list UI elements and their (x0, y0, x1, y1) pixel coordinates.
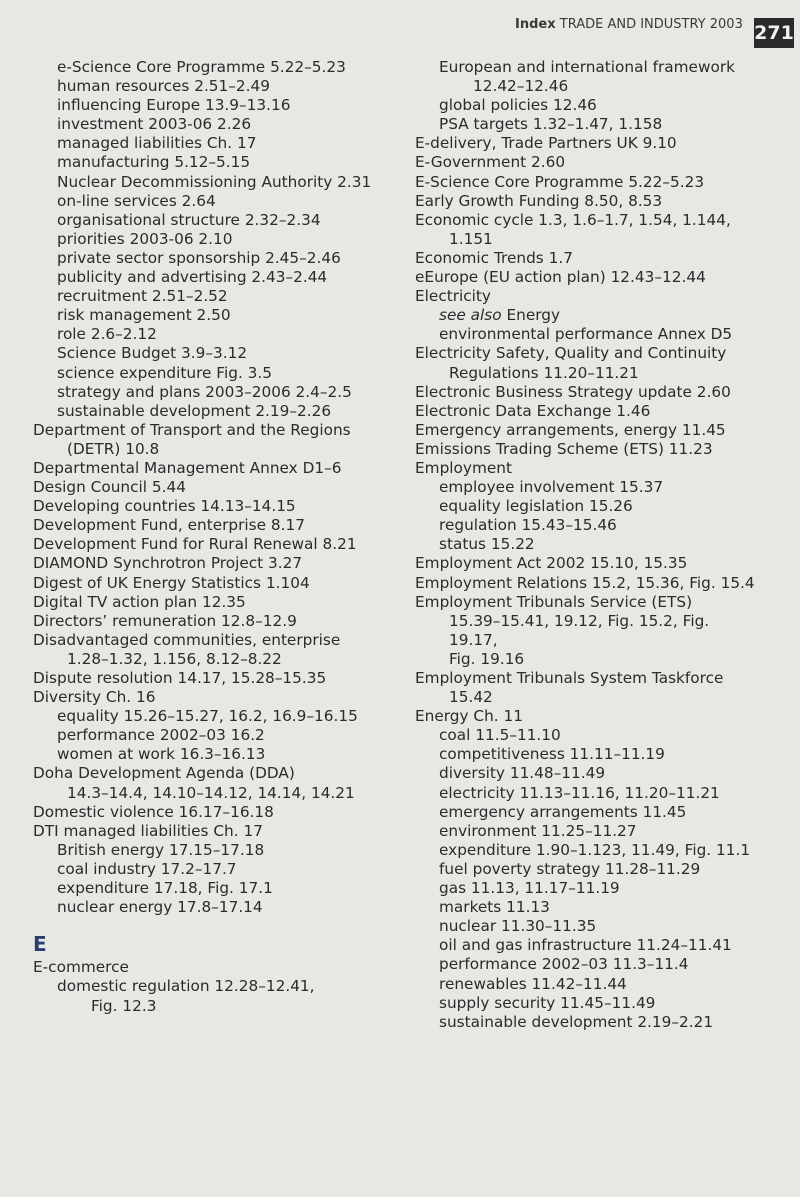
index-entry (415, 554, 760, 573)
index-entry (33, 306, 405, 325)
section-letter-e: E (33, 932, 47, 957)
index-entry-text: environmental performance Annex D5 (439, 325, 733, 344)
index-entry-text: Employment (415, 458, 512, 477)
index-entry (33, 707, 405, 726)
index-entry-text: PSA targets 1.32–1.47, 1.158 (439, 115, 663, 134)
index-entry-text: Employment Act 2002 15.10, 15.35 (415, 554, 688, 573)
index-entry (33, 977, 405, 1015)
index-entry-text: Nuclear Decommissioning Authority 2.31 (57, 172, 372, 191)
index-entry (415, 192, 760, 211)
index-entry-text: fuel poverty strategy 11.28–11.29 (439, 859, 701, 878)
index-entry-text: renewables 11.42–11.44 (439, 974, 627, 993)
publication-title: TRADE AND INDUSTRY 2003 (559, 17, 743, 32)
index-entry (33, 459, 405, 478)
index-entry-text: sustainable development 2.19–2.26 (57, 401, 332, 420)
index-entry-continuation: 15.42 (449, 688, 493, 707)
index-entry-text: DIAMOND Synchrotron Project 3.27 (33, 554, 303, 573)
index-entry-text: e-Science Core Programme 5.22–5.23 (57, 58, 346, 76)
index-entry (33, 574, 405, 593)
index-entry-text: Science Budget 3.9–3.12 (57, 344, 248, 363)
index-entry (415, 764, 760, 783)
index-entry-text: status 15.22 (439, 535, 535, 554)
index-entry-text: expenditure 1.90–1.123, 11.49, Fig. 11.1 (439, 840, 751, 859)
index-entry-text: equality legislation 15.26 (439, 497, 633, 516)
index-entry-text: Department of Transport and the Regions (33, 420, 351, 439)
index-entry-text: markets 11.13 (439, 898, 550, 917)
index-entry-text: Electronic Business Strategy update 2.60 (415, 382, 731, 401)
index-entry (415, 249, 760, 268)
index-entry (415, 707, 760, 726)
index-entry (33, 631, 405, 669)
index-entry-text: strategy and plans 2003–2006 2.4–2.5 (57, 382, 352, 401)
index-entry (415, 478, 760, 497)
index-entry-text: Doha Development Agenda (DDA) (33, 764, 295, 783)
index-entry (33, 134, 405, 153)
index-entry-text: Economic cycle 1.3, 1.6–1.7, 1.54, 1.144, (415, 210, 731, 229)
index-entry (33, 841, 405, 860)
index-entry-text: Design Council 5.44 (33, 478, 186, 497)
index-entry (415, 211, 760, 249)
index-entry (33, 803, 405, 822)
index-entry-text: manufacturing 5.12–5.15 (57, 153, 251, 172)
index-entry (33, 612, 405, 631)
index-entry (33, 879, 405, 898)
index-entry (415, 898, 760, 917)
index-entry (33, 958, 405, 977)
index-entry-text: E-commerce (33, 958, 129, 977)
index-entry-text: performance 2002–03 11.3–11.4 (439, 955, 689, 974)
index-entry-text: influencing Europe 13.9–13.16 (57, 96, 291, 115)
index-entry (33, 77, 405, 96)
index-entry (33, 535, 405, 554)
index-entry (415, 153, 760, 172)
index-entry-text: Domestic violence 16.17–16.18 (33, 802, 274, 821)
index-entry (415, 421, 760, 440)
index-entry-text: Electricity (415, 287, 491, 306)
index-entry-text: diversity 11.48–11.49 (439, 764, 606, 783)
index-entry-text: Departmental Management Annex D1–6 (33, 458, 342, 477)
index-entry-text: Employment Tribunals System Taskforce (415, 669, 724, 687)
index-entry (415, 383, 760, 402)
index-entry-text: environment 11.25–11.27 (439, 821, 637, 840)
index-entry-text: risk management 2.50 (57, 306, 231, 325)
index-entry (415, 574, 760, 593)
index-entry (415, 115, 760, 134)
index-entry (415, 96, 760, 115)
index-entry-text: Economic Trends 1.7 (415, 248, 573, 267)
index-entry-text: equality 15.26–15.27, 16.2, 16.9–16.15 (57, 707, 358, 726)
index-entry-text: Employment Tribunals Service (ETS) (415, 592, 693, 611)
index-entry-text: European and international framework (439, 58, 735, 76)
index-entry-text: private sector sponsorship 2.45–2.46 (57, 248, 341, 267)
index-entry (415, 936, 760, 955)
index-entry-text: Disadvantaged communities, enterprise (33, 630, 341, 649)
index-entry (415, 344, 760, 382)
index-entry (33, 688, 405, 707)
index-entry-text: science expenditure Fig. 3.5 (57, 363, 273, 382)
index-entry-text: Directors’ remuneration 12.8–12.9 (33, 611, 297, 630)
index-entry-continuation: Regulations 11.20–11.21 (449, 363, 639, 382)
index-entry-text: Developing countries 14.13–14.15 (33, 497, 296, 516)
index-entry (415, 879, 760, 898)
index-entry (415, 803, 760, 822)
index-entry (33, 669, 405, 688)
index-entry (33, 96, 405, 115)
index-entry-text: Dispute resolution 14.17, 15.28–15.35 (33, 669, 327, 687)
index-entry (33, 268, 405, 287)
index-entry (33, 726, 405, 745)
index-entry-text: women at work 16.3–16.13 (57, 745, 266, 764)
index-entry (415, 726, 760, 745)
index-entry-text: Electronic Data Exchange 1.46 (415, 401, 651, 420)
index-entry (415, 287, 760, 306)
index-entry-continuation: Fig. 19.16 (449, 649, 525, 668)
index-entry (415, 535, 760, 554)
index-entry-text: priorities 2003-06 2.10 (57, 229, 233, 248)
index-entry (415, 1013, 760, 1032)
index-entry-text: Electricity Safety, Quality and Continuity (415, 344, 727, 363)
index-entry-text: human resources 2.51–2.49 (57, 77, 270, 96)
index-entry-text: competitiveness 11.11–11.19 (439, 745, 665, 764)
index-entry-text: role 2.6–2.12 (57, 325, 157, 344)
index-entry (415, 325, 760, 344)
index-entry-text: domestic regulation 12.28–12.41, (57, 977, 315, 996)
index-entry (415, 306, 760, 325)
index-entry (415, 134, 760, 153)
index-entry (33, 478, 405, 497)
index-entry-text: investment 2003-06 2.26 (57, 115, 252, 134)
index-entry (415, 669, 760, 707)
index-entry (415, 994, 760, 1013)
index-entry (33, 115, 405, 134)
index-entry-text: organisational structure 2.32–2.34 (57, 210, 321, 229)
index-entry-text: publicity and advertising 2.43–2.44 (57, 268, 328, 287)
index-entry-text: DTI managed liabilities Ch. 17 (33, 821, 263, 840)
index-entry-text: coal 11.5–11.10 (439, 726, 561, 745)
index-entry (415, 745, 760, 764)
index-entry-text: British energy 17.15–17.18 (57, 840, 265, 859)
index-entry-text: eEurope (EU action plan) 12.43–12.44 (415, 268, 706, 287)
index-entry (415, 593, 760, 669)
index-entry-text: Emergency arrangements, energy 11.45 (415, 420, 726, 439)
index-entry-continuation: Fig. 12.3 (91, 996, 157, 1015)
index-entry (33, 402, 405, 421)
index-entry (33, 383, 405, 402)
index-entry-text: electricity 11.13–11.16, 11.20–11.21 (439, 783, 720, 802)
index-entry (33, 745, 405, 764)
index-column-left (33, 58, 405, 1016)
index-entry-text: sustainable development 2.19–2.21 (439, 1012, 714, 1031)
index-entry (415, 955, 760, 974)
index-entry (415, 268, 760, 287)
index-entry (33, 898, 405, 917)
index-entry-text: Early Growth Funding 8.50, 8.53 (415, 191, 663, 210)
index-entry (415, 440, 760, 459)
right-entries (415, 58, 760, 1032)
index-entry (415, 402, 760, 421)
index-entry-text: gas 11.13, 11.17–11.19 (439, 879, 620, 898)
index-entry-text: E-Government 2.60 (415, 153, 566, 172)
running-head (515, 17, 795, 32)
index-entry (415, 841, 760, 860)
index-entry-text: on-line services 2.64 (57, 191, 216, 210)
index-entry-text: managed liabilities Ch. 17 (57, 134, 257, 153)
index-entry (33, 173, 405, 192)
index-entry-text: Development Fund for Rural Renewal 8.21 (33, 535, 357, 554)
index-entry (415, 975, 760, 994)
index-entry (33, 421, 405, 459)
index-entry-continuation: 15.39–15.41, 19.12, Fig. 15.2, Fig. 19.17, (449, 611, 710, 649)
index-entry (415, 516, 760, 535)
index-entry-text: nuclear energy 17.8–17.14 (57, 898, 263, 917)
index-entry-text: performance 2002–03 16.2 (57, 726, 265, 745)
index-entry (33, 211, 405, 230)
left-e-entries (33, 958, 405, 1015)
index-entry (415, 173, 760, 192)
index-entry-text: emergency arrangements 11.45 (439, 802, 687, 821)
index-entry (33, 325, 405, 344)
index-entry (33, 192, 405, 211)
left-entries (33, 58, 405, 917)
index-entry-continuation: 12.42–12.46 (473, 77, 569, 96)
index-entry (33, 554, 405, 573)
index-entry-continuation: (DETR) 10.8 (67, 439, 160, 458)
index-entry-text: Diversity Ch. 16 (33, 688, 156, 707)
index-entry (33, 153, 405, 172)
index-entry (33, 516, 405, 535)
index-entry-text: employee involvement 15.37 (439, 478, 664, 497)
index-entry-text: Development Fund, enterprise 8.17 (33, 516, 305, 535)
index-entry (415, 497, 760, 516)
index-entry (33, 764, 405, 802)
index-entry (415, 58, 760, 96)
index-label: Index (515, 17, 556, 32)
index-entry (415, 917, 760, 936)
index-entry (415, 459, 760, 478)
index-entry-continuation: 14.3–14.4, 14.10–14.12, 14.14, 14.21 (67, 783, 355, 802)
index-entry-text: Emissions Trading Scheme (ETS) 11.23 (415, 439, 713, 458)
index-entry (33, 860, 405, 879)
index-entry (33, 344, 405, 363)
index-entry-text: recruitment 2.51–2.52 (57, 287, 228, 306)
index-column-right (415, 58, 760, 1032)
index-entry-text: expenditure 17.18, Fig. 17.1 (57, 879, 273, 898)
index-entry (33, 497, 405, 516)
index-entry (33, 822, 405, 841)
index-entry-continuation: 1.151 (449, 229, 493, 248)
index-entry-text: Energy Ch. 11 (415, 707, 523, 726)
index-entry (415, 822, 760, 841)
index-entry (33, 593, 405, 612)
index-entry (33, 287, 405, 306)
index-entry-text: coal industry 17.2–17.7 (57, 859, 237, 878)
index-entry-text: Employment Relations 15.2, 15.36, Fig. 15.4 (415, 573, 755, 592)
index-entry-text: oil and gas infrastructure 11.24–11.41 (439, 936, 732, 955)
index-entry (415, 860, 760, 879)
index-entry (33, 364, 405, 383)
index-entry (33, 230, 405, 249)
index-entry-text: supply security 11.45–11.49 (439, 993, 656, 1012)
index-entry-text: regulation 15.43–15.46 (439, 516, 617, 535)
page-number-badge: 271 (754, 18, 794, 48)
index-entry-text: Digest of UK Energy Statistics 1.104 (33, 573, 310, 592)
index-entry-text: Digital TV action plan 12.35 (33, 592, 246, 611)
index-entry-text: E-delivery, Trade Partners UK 9.10 (415, 134, 677, 153)
index-entry-continuation: 1.28–1.32, 1.156, 8.12–8.22 (67, 649, 282, 668)
index-entry-text: nuclear 11.30–11.35 (439, 917, 597, 936)
index-entry (33, 249, 405, 268)
index-entry-text: see also Energy (439, 306, 561, 325)
index-entry-text: E-Science Core Programme 5.22–5.23 (415, 172, 705, 191)
index-entry (415, 784, 760, 803)
index-entry-text: global policies 12.46 (439, 96, 597, 115)
index-entry (33, 58, 405, 77)
